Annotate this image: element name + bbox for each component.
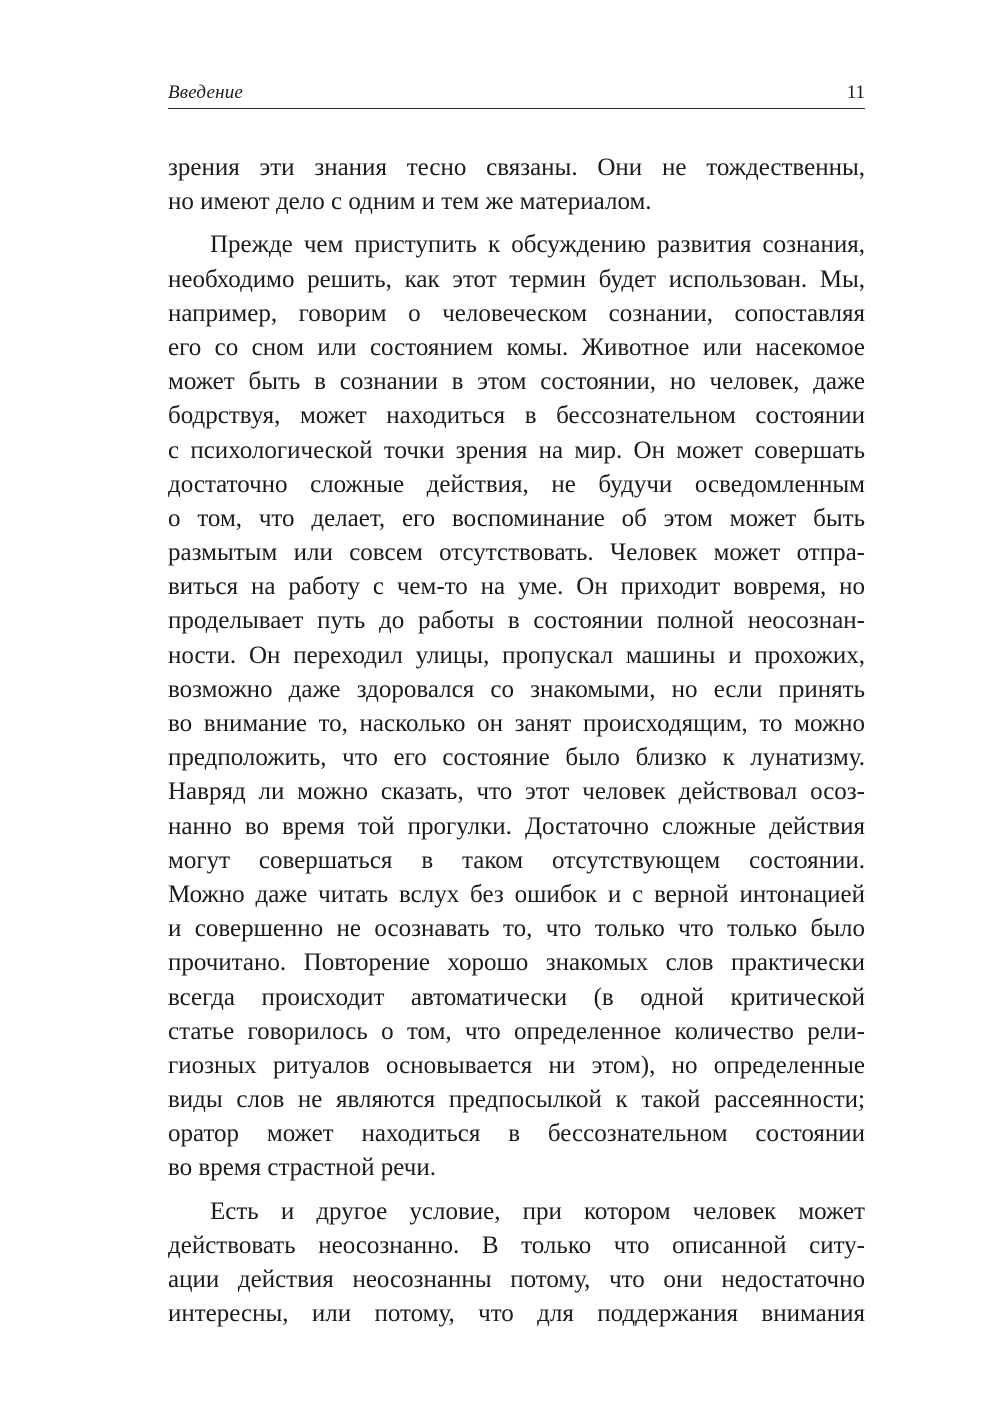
text-line: необходимо решить, как этот термин будет использован. Мы, bbox=[168, 265, 865, 293]
text-line: может быть в сознании в этом состоянии, но человек, даже bbox=[168, 368, 865, 396]
text-line: о том, что делает, его воспоминание об этом может быть bbox=[168, 504, 865, 532]
section-title: Введение bbox=[168, 82, 244, 103]
text-line: размытым или совсем отсутствовать. Человек может отпра- bbox=[168, 539, 865, 567]
text-line: могут совершаться в таком отсутствующем состоянии. bbox=[168, 846, 865, 874]
text-line: Прежде чем приступить к обсуждению развития сознания, bbox=[210, 231, 865, 259]
text-line: его со сном или состоянием комы. Животное или насекомое bbox=[168, 333, 865, 361]
running-head bbox=[168, 80, 865, 109]
text-line: во время страстной речи. bbox=[168, 1154, 436, 1182]
text-line: гиозных ритуалов основывается ни этом), но определенные bbox=[168, 1051, 865, 1079]
text-line: ации действия неосознанны потому, что они недостаточно bbox=[168, 1266, 865, 1293]
page-number: 11 bbox=[846, 82, 865, 103]
text-line: Можно даже читать вслух без ошибок и с верной интонацией bbox=[168, 880, 865, 908]
body-text bbox=[168, 151, 865, 1331]
text-line: зрения эти знания тесно связаны. Они не тождественны, bbox=[168, 154, 865, 181]
text-line: например, говорим о человеческом сознании, сопоставляя bbox=[168, 299, 865, 327]
text-line: статье говорилось о том, что определенное количество рели- bbox=[168, 1017, 865, 1045]
text-line: Есть и другое условие, при котором человек может bbox=[210, 1197, 865, 1225]
text-line: проделывает путь до работы в состоянии полной неосознан- bbox=[168, 607, 865, 635]
paragraph bbox=[168, 151, 865, 219]
text-line: нанно во время той прогулки. Достаточно сложные действия bbox=[168, 812, 865, 840]
text-line: интересны, или потому, что для поддержания внимания bbox=[168, 1300, 865, 1328]
text-line: с психологической точки зрения на мир. Он может совершать bbox=[168, 436, 865, 464]
paragraph bbox=[168, 228, 865, 1185]
text-line: возможно даже здоровался со знакомыми, но если принять bbox=[168, 675, 865, 703]
text-line: но имеют дело с одним и тем же материалом. bbox=[168, 188, 652, 216]
text-line: оратор может находиться в бессознательном состоянии bbox=[168, 1120, 865, 1148]
text-line: действовать неосознанно. В только что описанной ситу- bbox=[168, 1231, 865, 1259]
text-line: прочитано. Повторение хорошо знакомых слов практически bbox=[168, 949, 865, 977]
text-line: виды слов не являются предпосылкой к такой рассеянности; bbox=[168, 1086, 865, 1114]
paragraph bbox=[168, 1195, 865, 1332]
text-line: бодрствуя, может находиться в бессознательном состоянии bbox=[168, 402, 865, 430]
text-line: во внимание то, насколько он занят происходящим, то можно bbox=[168, 710, 865, 737]
text-line: ности. Он переходил улицы, пропускал машины и прохожих, bbox=[168, 641, 865, 669]
text-line: предположить, что его состояние было близко к лунатизму. bbox=[168, 744, 865, 772]
text-line: всегда происходит автоматически (в одной критической bbox=[168, 983, 865, 1011]
text-line: и совершенно не осознавать то, что только что только было bbox=[168, 915, 865, 943]
text-line: достаточно сложные действия, не будучи осведомленным bbox=[168, 470, 865, 498]
text-line: Навряд ли можно сказать, что этот человек действовал осоз- bbox=[168, 778, 865, 806]
text-line: виться на работу с чем-то на уме. Он приходит вовремя, но bbox=[168, 573, 865, 601]
